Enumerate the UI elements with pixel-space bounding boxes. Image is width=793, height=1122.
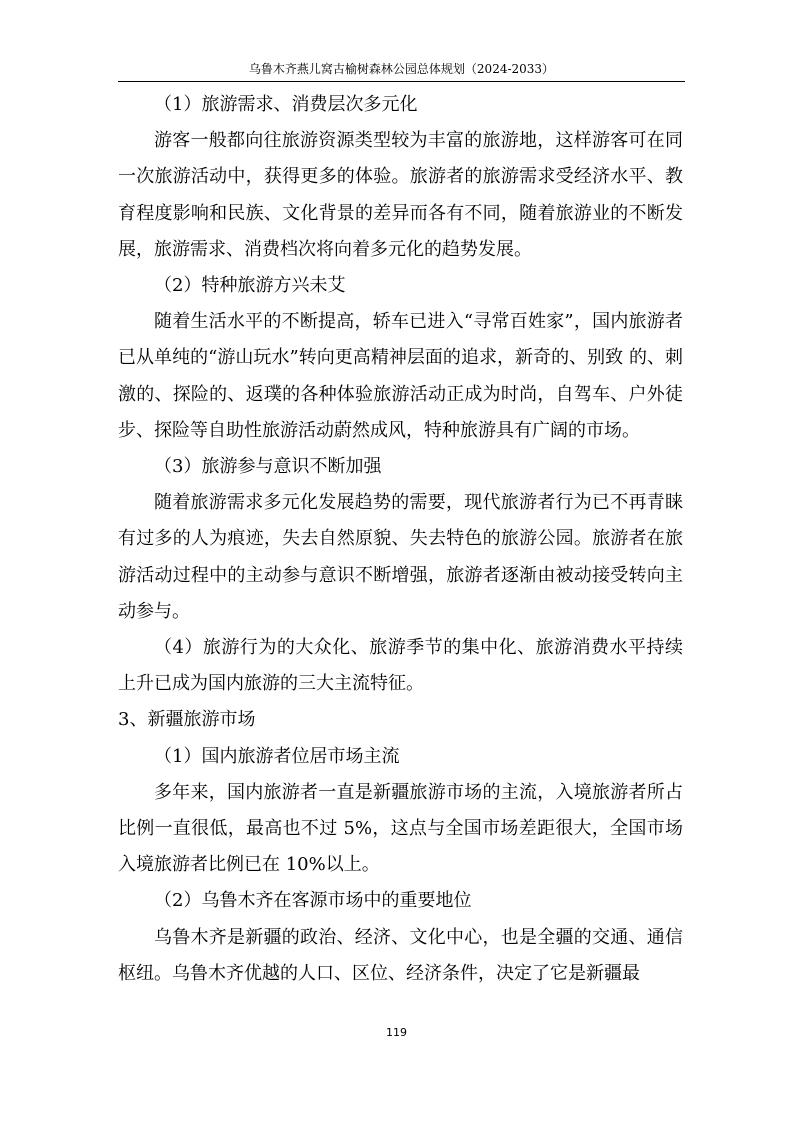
paragraph-4: （4）旅游行为的大众化、旅游季节的集中化、旅游消费水平持续上升已成为国内旅游的三大主流特征。 (118, 637, 683, 695)
subheading-5: （1）国内旅游者位居市场主流 (154, 745, 400, 767)
subheading-6: （2）乌鲁木齐在客源市场中的重要地位 (154, 890, 472, 912)
subheading-1: （1）旅游需求、消费层次多元化 (154, 94, 418, 115)
page-number: 119 (386, 1026, 407, 1039)
paragraph-2: 随着生活水平的不断提高，轿车已进入“寻常百姓家”，国内旅游者已从单纯的“游山玩水”转向更高精神层面的追求，新奇的、别致 的、刺激的、探险的、返璞的各种体验旅游活动正成为时尚，自驾车、户外徒步、探险等自助性旅游活动蔚然成风，特种旅游具有广阔的市场。 (118, 311, 683, 441)
running-header: 乌鲁木齐燕儿窝古榆树森林公园总体规划（2024-2033） (248, 62, 555, 76)
body-text (118, 87, 683, 992)
paragraph-6: 乌鲁木齐是新疆的政治、经济、文化中心，也是全疆的交通、通信枢纽。乌鲁木齐优越的人口、区位、经济条件，决定了它是新疆最 (118, 926, 683, 984)
paragraph-3: 随着旅游需求多元化发展趋势的需要，现代旅游者行为已不再青睐有过多的人为痕迹，失去自然原貌、失去特色的旅游公园。旅游者在旅游活动过程中的主动参与意识不断增强，旅游者逐渐由被动接受转向主动参与。 (118, 492, 683, 622)
section-heading-3: 3、新疆旅游市场 (118, 709, 256, 731)
paragraph-1: 游客一般都向往旅游资源类型较为丰富的旅游地，这样游客可在同一次旅游活动中，获得更多的体验。旅游者的旅游需求受经济水平、教育程度影响和民族、文化背景的差异而各有不同，随着旅游业的不断发展，旅游需求、消费档次将向着多元化的趋势发展。 (118, 130, 683, 260)
paragraph-5: 多年来，国内旅游者一直是新疆旅游市场的主流，入境旅游者所占比例一直很低，最高也不过 5%，这点与全国市场差距很大，全国市场入境旅游者比例已在 10%以上。 (118, 781, 683, 876)
header-rule (118, 81, 685, 82)
subheading-2: （2）特种旅游方兴未艾 (154, 275, 346, 297)
subheading-3: （3）旅游参与意识不断加强 (154, 456, 382, 478)
